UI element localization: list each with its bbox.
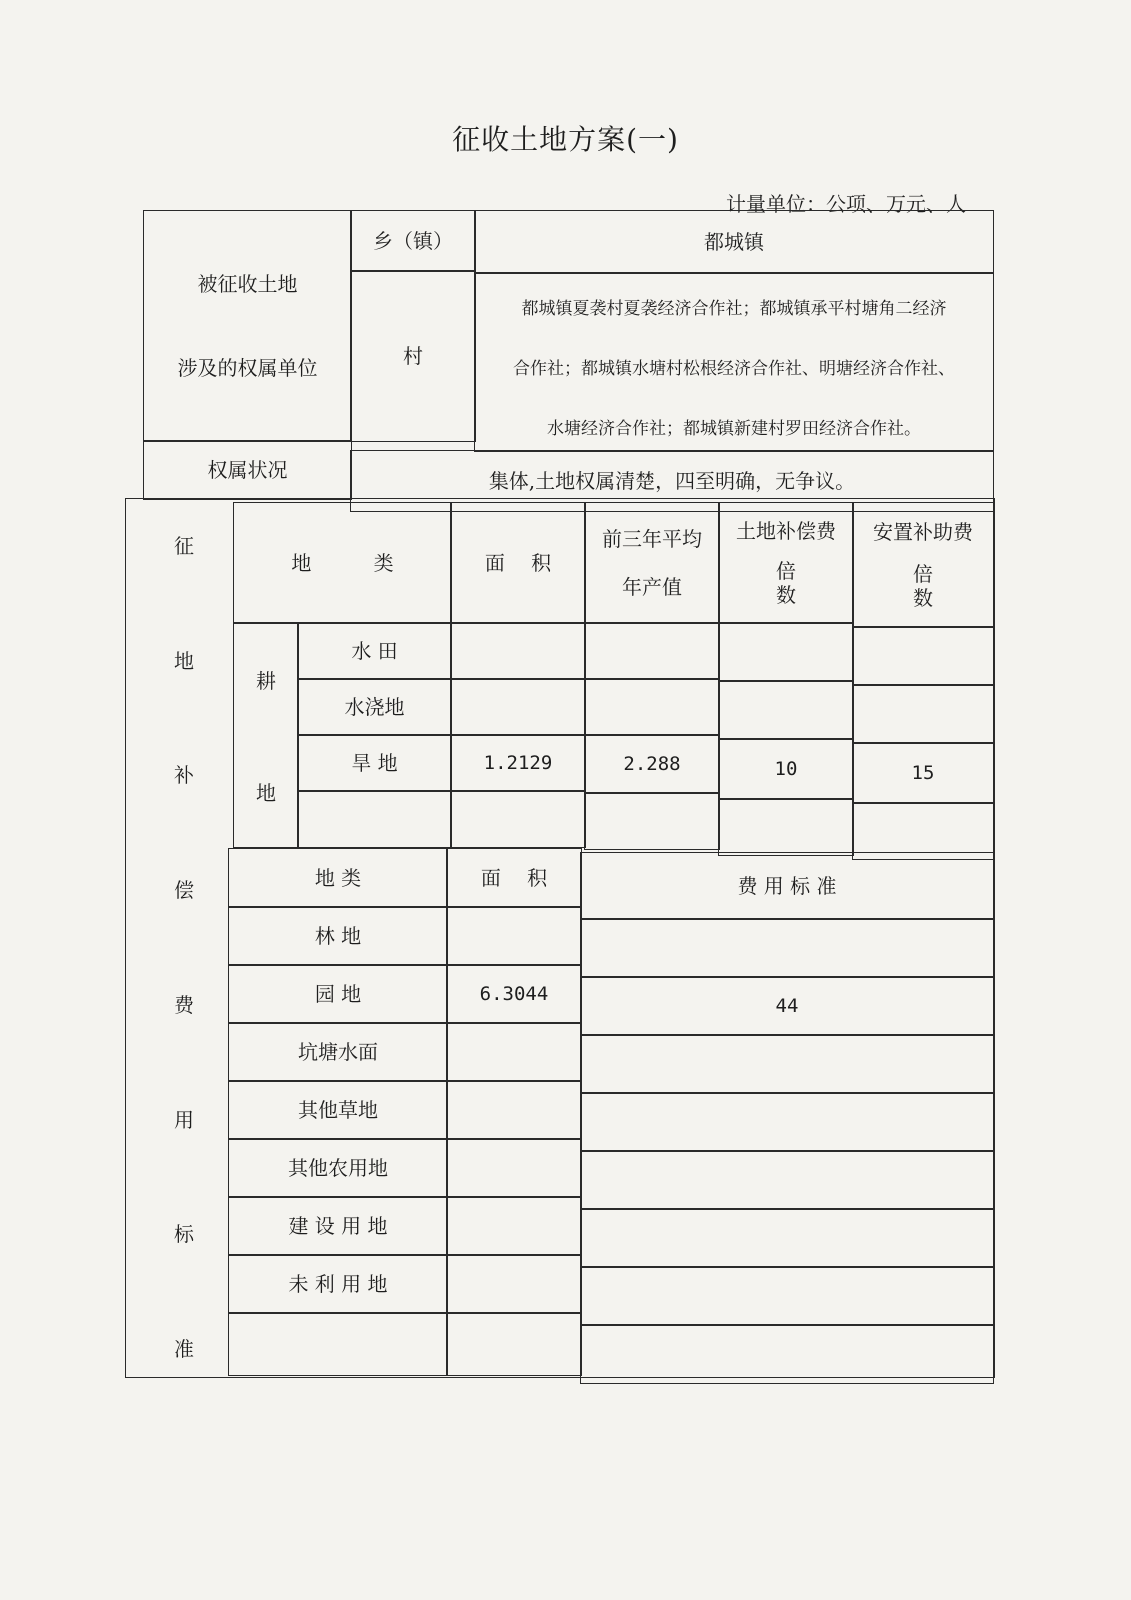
other-row-area (446, 1080, 582, 1140)
farmland-header-reset-line2a: 倍 (913, 561, 933, 586)
other-row-type: 其他农用地 (228, 1138, 448, 1198)
farmland-header-avg-line2: 年产值 (622, 575, 682, 599)
farmland-header-avg-line1: 前三年平均 (602, 527, 702, 551)
other-row-standard: 44 (580, 976, 994, 1036)
other-header-standard: 费 用 标 准 (580, 852, 994, 920)
farmland-row-type: 旱 地 (297, 734, 452, 792)
ownership-status-label: 权属状况 (143, 440, 352, 500)
other-row-standard (580, 918, 994, 978)
side-label-char: 补 (174, 763, 194, 788)
other-row-type: 其他草地 (228, 1080, 448, 1140)
farmland-header-reset-line2b: 数 (913, 585, 933, 610)
farmland-row-comp (718, 680, 854, 740)
side-label-char: 准 (174, 1336, 194, 1361)
other-row-type (228, 1312, 448, 1376)
village-value-line2: 合作社；都城镇水塘村松根经济合作社、明塘经济合作社、 (513, 359, 955, 379)
farmland-header-area (450, 502, 586, 624)
farmland-row-reset (852, 684, 994, 744)
other-row-type: 建 设 用 地 (228, 1196, 448, 1256)
cultivated-label-top: 耕 (256, 668, 276, 693)
other-row-standard (580, 1092, 994, 1152)
other-row-area: 6.3044 (446, 964, 582, 1024)
ownership-unit-label (143, 210, 352, 442)
side-label-char: 地 (174, 648, 194, 673)
ownership-unit-label-line1: 被征收土地 (197, 271, 298, 296)
other-row-area (446, 1254, 582, 1314)
farmland-row-area (450, 678, 586, 736)
farmland-header-comp-line2b: 数 (776, 583, 796, 607)
other-header-area (446, 848, 582, 908)
other-header-area-text: 面 积 (480, 866, 558, 890)
village-value-line3: 水塘经济合作社；都城镇新建村罗田经济合作社。 (547, 419, 921, 439)
unit-note: 计量单位：公项、万元、人 (726, 192, 966, 216)
farmland-row-avg: 2.288 (584, 734, 720, 794)
other-row-type: 坑塘水面 (228, 1022, 448, 1082)
compensation-side-label (148, 500, 220, 1370)
farmland-row-avg (584, 792, 720, 850)
farmland-header-comp-line2a: 倍 (776, 559, 796, 583)
other-row-area (446, 1138, 582, 1198)
farmland-header-comp-multiple (718, 502, 854, 624)
farmland-row-avg (584, 622, 720, 680)
farmland-header-area-text: 面 积 (484, 551, 562, 575)
village-label: 村 (350, 270, 476, 442)
farmland-row-type: 水浇地 (297, 678, 452, 736)
other-row-standard (580, 1208, 994, 1268)
document-title: 征收土地方案(一) (452, 123, 679, 156)
township-value: 都城镇 (474, 210, 994, 274)
cultivated-land-group-label (233, 622, 299, 848)
other-row-standard (580, 1266, 994, 1326)
farmland-header-reset-line2 (853, 562, 993, 610)
cultivated-label-bottom: 地 (256, 780, 276, 805)
farmland-row-comp (718, 622, 854, 682)
farmland-header-comp-line2 (719, 559, 853, 607)
farmland-row-reset: 15 (852, 742, 994, 804)
other-header-land-type: 地 类 (228, 848, 448, 908)
farmland-header-reset-multiple (852, 502, 994, 628)
farmland-row-comp: 10 (718, 738, 854, 800)
other-row-area (446, 906, 582, 966)
village-value-line1: 都城镇夏袭村夏袭经济合作社；都城镇承平村塘角二经济 (521, 299, 947, 319)
other-row-type: 林 地 (228, 906, 448, 966)
other-row-type: 未 利 用 地 (228, 1254, 448, 1314)
farmland-header-land-type (233, 502, 452, 624)
farmland-row-type: 水 田 (297, 622, 452, 680)
side-label-char: 征 (174, 534, 194, 558)
farmland-row-comp (718, 798, 854, 856)
township-label: 乡（镇） (350, 210, 476, 272)
farmland-header-comp-line1: 土地补偿费 (736, 519, 836, 543)
farmland-header-land-type-text: 地 类 (291, 551, 422, 575)
farmland-row-avg (584, 678, 720, 736)
ownership-unit-label-line2: 涉及的权属单位 (177, 356, 318, 381)
farmland-row-reset (852, 626, 994, 686)
farmland-row-area (450, 622, 586, 680)
farmland-row-type (297, 790, 452, 848)
side-label-char: 标 (174, 1222, 194, 1247)
other-row-standard (580, 1150, 994, 1210)
other-row-area (446, 1196, 582, 1256)
farmland-row-area (450, 790, 586, 848)
ownership-status-value: 集体,土地权属清楚，四至明确，无争议。 (350, 450, 994, 512)
other-row-standard (580, 1034, 994, 1094)
farmland-row-area: 1.2129 (450, 734, 586, 792)
other-row-standard (580, 1324, 994, 1384)
village-value (474, 272, 994, 452)
farmland-header-reset-line1: 安置补助费 (873, 520, 973, 545)
farmland-header-avg-output (584, 502, 720, 624)
side-label-char: 费 (174, 992, 194, 1017)
side-label-char: 偿 (174, 878, 194, 903)
other-row-area (446, 1022, 582, 1082)
other-row-area (446, 1312, 582, 1376)
other-row-type: 园 地 (228, 964, 448, 1024)
side-label-char: 用 (174, 1107, 194, 1132)
